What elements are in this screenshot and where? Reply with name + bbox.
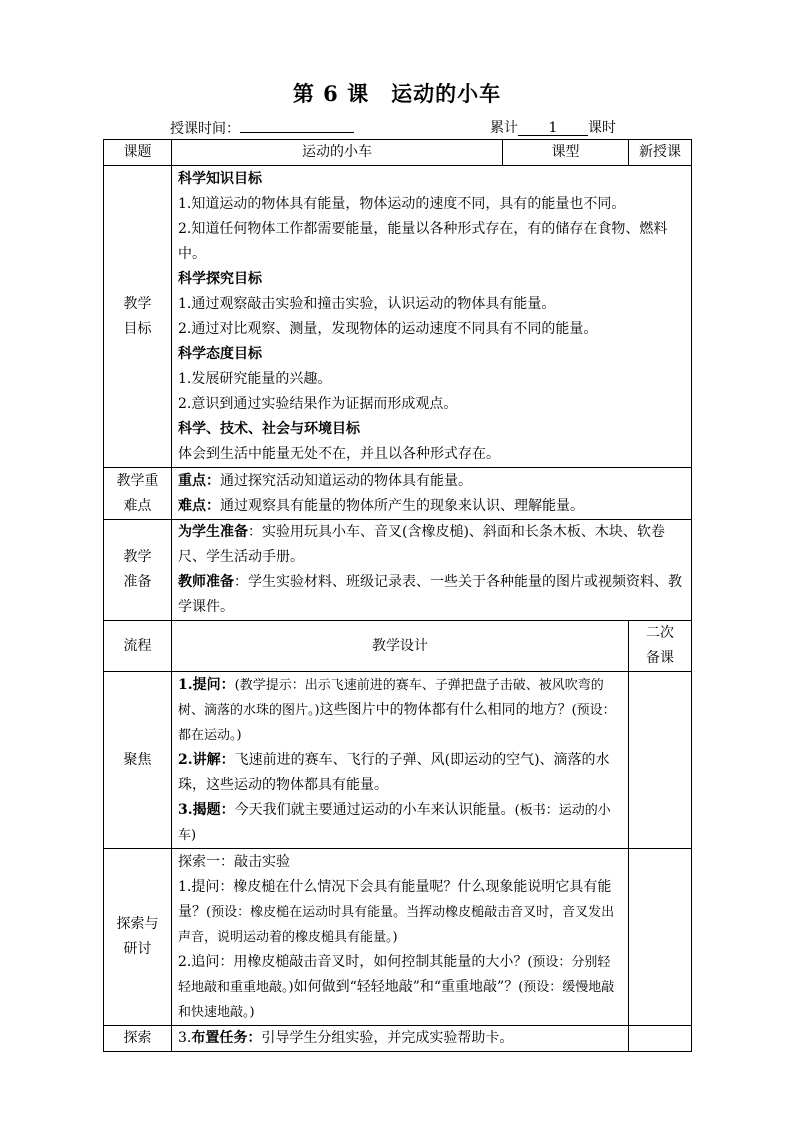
focus-stage-label: 聚焦 [104, 672, 172, 849]
teaching-time [170, 117, 354, 138]
focus-content [172, 672, 629, 849]
explore-stage-label: 探索与研讨 [104, 849, 172, 1026]
difficulty-text: 通过观察具有能量的物体所产生的现象来认识、理解能量。 [220, 497, 584, 514]
focus-label: 重点： [178, 472, 220, 489]
explore-cont-label: 探索 [104, 1026, 172, 1052]
key-points-label: 教学重难点 [104, 468, 172, 520]
explore-item2-note: (预设：分别轻轻地敲和重重地敲。) [178, 954, 611, 995]
lesson-name: 运动的小车 [391, 81, 502, 106]
teacher-prep-text: 学生实验材料、班级记录表、一些关于各种能量的图片或视频资料、教学课件。 [178, 574, 682, 615]
explore-cont-second-prep [629, 1026, 692, 1052]
goals-inquiry-item: 1.通过观察敲击实验和撞击实验，认识运动的物体具有能量。 [178, 296, 556, 312]
goals-heading-knowledge: 科学知识目标 [178, 171, 262, 187]
explore-second-prep [629, 849, 692, 1026]
explore-content [172, 849, 629, 1026]
design-header: 教学设计 [172, 621, 629, 672]
focus-item3-text: 今天我们就主要通过运动的小车来认识能量。 [234, 801, 515, 818]
preparation-label: 教学准备 [104, 520, 172, 621]
type-label: 课型 [503, 140, 629, 166]
topic-value: 运动的小车 [172, 140, 503, 166]
row-key-points [104, 468, 692, 520]
focus-second-prep [629, 672, 692, 849]
row-goals [104, 166, 692, 468]
goals-content [172, 166, 692, 468]
task-label: 布置任务： [191, 1030, 262, 1046]
focus-item1-text: 这些图片中的物体都有什么相同的地方？ [319, 701, 572, 718]
student-prep-label: 为学生准备 [178, 524, 248, 540]
goals-knowledge-item: 1.知道运动的物体具有能量，物体运动的速度不同，具有的能量也不同。 [178, 196, 626, 212]
teaching-time-value [240, 117, 354, 133]
focus-item2-text: 飞速前进的赛车、飞行的子弹、风(即运动的空气)、滴落的水珠，这些运动的物体都具有能量。 [178, 751, 610, 793]
goals-heading-attitude: 科学态度目标 [178, 346, 262, 362]
task-text: 引导学生分组实验，并完成实验帮助卡。 [261, 1030, 514, 1046]
focus-item1-note2: (预设：都在运动。) [178, 702, 616, 743]
explore-cont-content [172, 1026, 629, 1052]
row-explore [104, 849, 692, 1026]
goals-heading-inquiry: 科学探究目标 [178, 271, 262, 287]
focus-item3-note: (板书：运动的小车) [178, 802, 611, 843]
page-title [0, 78, 794, 108]
goals-attitude-item: 1.发展研究能量的兴趣。 [178, 371, 332, 387]
task-number: 3. [178, 1030, 192, 1046]
lesson-plan-table [103, 139, 692, 1052]
focus-item3-label: 3.揭题： [178, 801, 235, 818]
teacher-prep-label: 教师准备 [178, 574, 234, 590]
focus-item1-label: 1.提问： [178, 676, 235, 693]
row-focus [104, 672, 692, 849]
goals-attitude-item: 2.意识到通过实验结果作为证据而形成观点。 [178, 396, 458, 412]
second-prep-header: 二次备课 [629, 621, 692, 672]
goals-heading-sts: 科学、技术、社会与环境目标 [178, 421, 360, 437]
explore-item2-note2: (预设：缓慢地敲和快速地敲。) [178, 979, 615, 1020]
row-topic [104, 140, 692, 166]
explore-item1-note: (预设：橡皮槌在运动时具有能量。当挥动橡皮槌敲击音叉时，音叉发出声音，说明运动着的橡皮槌具有能量。) [178, 904, 615, 945]
row-explore-continued [104, 1026, 692, 1052]
explore-item2-text2: 如何做到“轻轻地敲”和“重重地敲”？ [293, 978, 519, 995]
goals-inquiry-item: 2.通过对比观察、测量，发现物体的运动速度不同具有不同的能量。 [178, 321, 598, 337]
focus-text: 通过探究活动知道运动的物体具有能量。 [220, 472, 472, 489]
total-label: 累计 [490, 120, 518, 136]
explore-item2-text: 2.追问：用橡皮槌敲击音叉时，如何控制其能量的大小？ [178, 953, 528, 970]
lesson-number: 第 6 课 [292, 81, 370, 106]
preparation-content: 为学生准备：实验用玩具小车、音叉(含橡皮槌)、斜面和长条木板、木块、软卷尺、学生活动手册。 教师准备：学生实验材料、班级记录表、一些关于各种能量的图片或视频资料、教学课件。 [172, 520, 692, 621]
total-value: 1 [518, 120, 588, 136]
row-header [104, 621, 692, 672]
total-periods [490, 117, 616, 137]
goals-sts-item: 体会到生活中能量无处不在，并且以各种形式存在。 [178, 446, 500, 462]
row-preparation [104, 520, 692, 621]
process-header: 流程 [104, 621, 172, 672]
student-prep-text: 实验用玩具小车、音叉(含橡皮槌)、斜面和长条木板、木块、软卷尺、学生活动手册。 [178, 524, 665, 565]
key-points-content [172, 468, 692, 520]
total-unit: 课时 [588, 120, 616, 136]
difficulty-label: 难点： [178, 497, 220, 514]
focus-item1-note: (教学提示：出示飞速前进的赛车、子弹把盘子击破、被风吹弯的树、滴落的水珠的图片。) [178, 677, 604, 718]
goals-knowledge-item: 2.知道任何物体工作都需要能量，能量以各种形式存在，有的储存在食物、燃料中。 [178, 221, 668, 262]
focus-item2-label: 2.讲解： [178, 751, 235, 768]
teaching-time-label: 授课时间： [170, 121, 240, 137]
type-value: 新授课 [629, 140, 692, 166]
goals-label: 教学目标 [104, 166, 172, 468]
explore-item1-text: 1.提问：橡皮槌在什么情况下会具有能量呢？什么现象能说明它具有能量？ [178, 878, 612, 920]
explore-heading: 探索一：敲击实验 [178, 853, 290, 870]
topic-label: 课题 [104, 140, 172, 166]
